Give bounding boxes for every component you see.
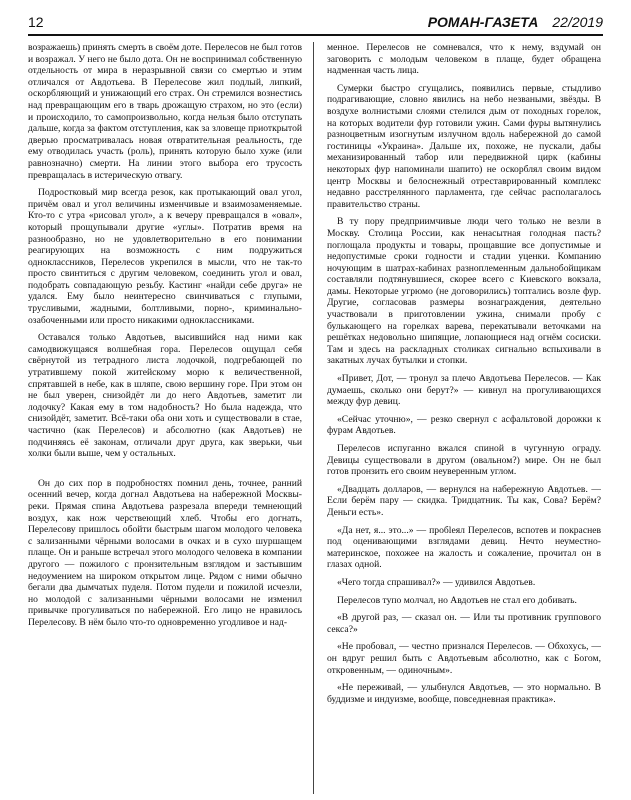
paragraph: менное. Перелесов не сомневался, что к нему, вздумай он заговорить с молодым человеком в плаще, будет обращена надменная часть лица.: [327, 42, 601, 77]
publication-info: [428, 14, 603, 30]
paragraph: «Не переживай, — улыбнулся Авдотьев, — это нормально. В буддизме и индуизме, вообще, повседневная практика».: [327, 682, 601, 705]
right-column: [327, 42, 601, 794]
issue-number: 22/2019: [552, 14, 603, 30]
paragraph: В ту пору предприимчивые люди чего только не везли в Москву. Столица России, как ненасытная голодная пасть? поглощала продукты и товары, прощавшие все допустимые и недопустимые сроки годности и стадии уценки. Компанию ночующим в шатрах-кабинах разноплеменным дальнобойщикам составляли подтянувшиеся, скорее всего с Киевского вокзала, дамы. Некоторые угрюмо (не договорились) топтались возле фур. Другие, согласовав размеры вознаграждения, деятельно участвовали в приготовлении ужина, снимали пробу с булькающего на горелках варева, перекатывали веточками на решётках недовольно шипящие, лопающиеся над огнём сосиски. Там и здесь на раскладных столиках сигнально вспыхивали в закатных лучах бутылки и стопки.: [327, 216, 601, 367]
magazine-title: РОМАН-ГАЗЕТА: [427, 14, 539, 30]
paragraph: Перелесов тупо молчал, но Авдотьев не стал его добивать.: [337, 594, 577, 606]
paragraph: Перелесов испуганно вжался спиной в чугунную ограду. Девицы существовали в другом (овальном?) мире. Он не был готов пронзить его своим неуверенным углом.: [327, 443, 601, 478]
paragraph: возражаешь) принять смерть в своём доте. Перелесов не был готов и возражал. У него не было дота. Он не воспринимал собственную отдельность от мира в неразрывной связи со смертью и этим отличался от Авдотьева. В Перелесове жил подлый, липкий, оскорбляющий и унижающий его страх. Он стремился вознестись над превращающим его в тварь дрожащую страхом, но это (если) и происходило, то самопроизвольно, когда нельзя было отступать дальше, когда за фактом отступления, как за зловеще приоткрытой дверью просматривалась новая отвратительная реальность, где ему отводилась участь (роль), принять которую было хуже (или равнозначно) смерти. На линии этого выбора его трусость превращалась в истерическую отвагу.: [28, 42, 302, 181]
paragraph: «В другой раз, — сказал он. — Или ты противник группового секса?»: [327, 612, 601, 635]
paragraph: «Чего тогда спрашивал?» — удивился Авдотьев.: [337, 576, 536, 588]
paragraph: «Привет, Дот, — тронул за плечо Авдотьева Перелесов. — Как думаешь, сколько они берут?» — кивнул на прогуливающихся между фур девиц.: [327, 373, 601, 408]
page-number: 12: [28, 14, 44, 30]
page-header: [28, 12, 603, 36]
paragraph: «Двадцать долларов, — вернулся на набережную Авдотьев. — Если берём пару — скидка. Тридцатник. Ты как, Сова? Берём? Деньги есть».: [327, 483, 601, 518]
paragraph: Он до сих пор в подробностях помнил день, точнее, ранний осенний вечер, когда догнал Авдотьева на набережной Москвы-реки. Прямая спина Авдотьева разрезала впереди темнеющий воздух, как нож черствеющий хлеб. Чтобы его догнать, Перелесову пришлось обойти быстрым шагом молодого человека с зализанными чёрными волосами в очках и в сухо шуршащем плаще. Он и раньше встречал этого молодого человека в компании другого — пожилого с пронзительным взглядом и застывшим недоумением на широком открытом лице. Рядом с ними обычно бегали два дымчатых пуделя. Потом пудели и пожилой исчезли, но молодой с зализанными чёрными волосами не изменил привычке прогуливаться по набережной. Его лицо не нравилось Перелесову. В нём было что-то одновременно угодливое и над-: [28, 477, 302, 628]
paragraph: Сумерки быстро сгущались, появились первые, стыдливо подрагивающие, словно явились на небо незваными, звёзды. В воздухе волнистыми слоями стелился дым от походных горелок, на которых водители фур готовили ужин. Сами фуры вытянулись разноцветным изогнутым излучном вдоль набережной до самой гостиницы «Украина». Дальше их, похоже, не пускали, дабы механизированный табор или передвижной цирк (кабины некоторых фур напоминали шапито) не оскорблял своим видом центр Москвы и белоснежный отреставрированный комплекс недавно расстрелянного парламента, где сейчас располагалось правительство страны.: [327, 82, 601, 210]
paragraph: «Да нет, я... это...» — пробleял Перелесов, вспотев и покраснев под оценивающими взглядами девиц. Нечто неуместно-материнское, похожее на жалость и сожаление, прочитал он в глазах одной.: [327, 524, 601, 571]
column-divider: [313, 42, 314, 794]
paragraph: Оставался только Авдотьев, высившийся над ними как самодвижущаяся волшебная гора. Перелесов ощущал себя свёрнутой из тетрадного листа лодочкой, подгребающей по утратившему покой житейскому морю к величественной, спрятавшей в небе, как в шляпе, свою вершину горе. При этом он не был уверен, снизойдёт ли до него Авдотьев, заметит ли лодочку? Какая ему в том надобность? Но была надежда, что снизойдёт, заметит. Всё-таки оба они хоть и существовали в стае, частично (как Перелесов) и абсолютно (как Авдотьев) не подчиняясь её законам, отличали друг друга, как зверьки, чьи холки были выше, чем у остальных.: [28, 332, 302, 460]
paragraph: Подростковый мир всегда резок, как протыкающий овал угол, причём овал и угол величины изменчивые и взаимозаменяемые. Кто-то с утра «рисовал угол», а к вечеру превращался в «овал», который прощупывали другие «углы». Потратив время на разнообразно, но не удовлетворительно в его понимании реагирующих на возможность с ним подружиться одноклассников, Перелесов укрепился в мысли, что не так-то просто свинтиться с другим человеком, соединить угол и овал, подобрать совпадающую резьбу. Кастинг «найди себе друга» не удался. Ему было неинтересно свинчиваться с глупыми, трусливыми, жадными, болтливыми, порно-, криминально-озабоченными или просто никакими одноклассниками.: [28, 187, 302, 326]
paragraph: «Не пробовал, — честно признался Перелесов. — Обхохусь, — он вдруг решил быть с Авдотьевым абсолютно, как с Богом, откровенным, — одиночным».: [327, 641, 601, 676]
paragraph: «Сейчас уточню», — резко свернул с асфальтовой дорожки к фурам Авдотьев.: [327, 413, 601, 437]
left-column: [28, 42, 302, 794]
